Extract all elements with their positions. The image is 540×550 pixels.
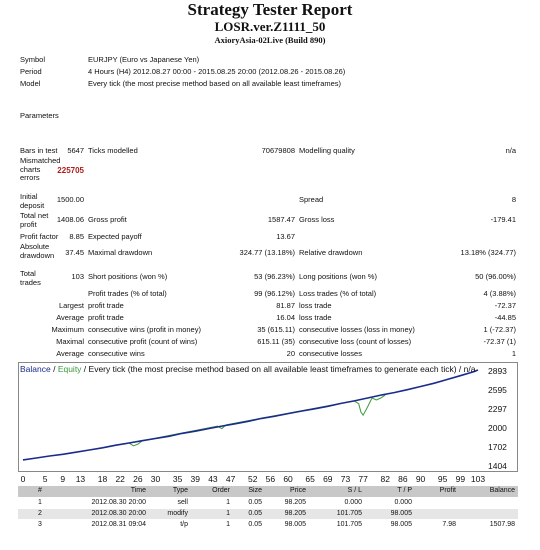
th-size: Size	[248, 487, 262, 494]
report-title: Strategy Tester Report	[187, 0, 353, 19]
short-label: Short positions (won %)	[88, 272, 168, 281]
th-num: #	[38, 487, 42, 494]
trade-type: modify	[167, 510, 188, 517]
x-tick-label: 90	[415, 474, 426, 484]
period-label: Period	[20, 67, 42, 76]
long-value: 50 (96.00%)	[475, 272, 516, 281]
long-label: Long positions (won %)	[299, 272, 377, 281]
al-label: loss trade	[299, 313, 332, 322]
x-tick-label: 65	[305, 474, 315, 484]
table-row	[18, 498, 518, 508]
model-label: Model	[20, 79, 41, 88]
trade-sl: 101.705	[336, 521, 362, 528]
trade-order: 1	[226, 499, 230, 506]
x-tick-label: 95	[437, 474, 448, 484]
y-tick-label: 1404	[488, 461, 507, 471]
th-time: Time	[130, 487, 146, 494]
x-tick-label: 18	[97, 474, 108, 484]
trade-time: 2012.08.30 20:00	[91, 499, 146, 506]
trade-price: 98.005	[284, 521, 306, 528]
expert-name: LOSR.ver.Z1111_50	[214, 19, 326, 34]
y-tick-label: 2297	[488, 404, 507, 415]
trade-tp: 0.000	[394, 499, 412, 506]
x-tick-label: 56	[265, 474, 276, 484]
account-server: AxioryAsia-02Live (Build 890)	[214, 35, 326, 45]
trade-num: 3	[38, 521, 42, 528]
lp-label: profit trade	[88, 301, 124, 310]
al-value: -44.85	[494, 313, 516, 322]
absdd-value: 37.45	[65, 248, 84, 257]
trade-size: 0.05	[248, 521, 262, 528]
balance-line	[23, 370, 478, 460]
grossloss-value: -179.41	[490, 215, 516, 224]
deposit-value: 1500.00	[56, 195, 84, 204]
reldd-label: Relative drawdown	[299, 248, 363, 257]
x-tick-label: 60	[283, 474, 293, 484]
pt-value: 99 (96.12%)	[254, 289, 295, 298]
y-tick-label: 2893	[488, 366, 507, 376]
mcp-value: 615.11 (35)	[257, 337, 295, 346]
grossprofit-value: 1587.47	[267, 215, 295, 224]
trade-sl: 0.000	[344, 499, 362, 506]
trade-balance: 1507.98	[489, 521, 515, 528]
ticks-value: 70679808	[261, 146, 295, 155]
th-balance: Balance	[489, 487, 515, 494]
grossloss-label: Gross loss	[299, 215, 335, 224]
x-tick-label: 0	[20, 474, 26, 484]
trade-type: sell	[177, 499, 188, 506]
y-tick-label: 1702	[488, 441, 507, 452]
x-tick-label: 43	[208, 474, 218, 484]
trade-type: t/p	[180, 521, 188, 528]
bars-label: Bars in test	[20, 146, 58, 155]
x-tick-label: 35	[172, 474, 183, 484]
x-tick-label: 22	[115, 474, 125, 484]
pf-value: 8.85	[69, 232, 84, 241]
trade-tp: 98.005	[390, 521, 412, 528]
legend-sep: /	[50, 364, 58, 374]
parameters-label: Parameters	[20, 111, 59, 120]
y-tick-label: 2000	[488, 422, 507, 433]
trade-order: 1	[226, 510, 230, 517]
trades-header-row	[18, 486, 518, 497]
period-value: 4 Hours (H4) 2012.08.27 00:00 - 2015.08.25 20:00 (2012.08.26 - 2015.08.26)	[88, 67, 346, 76]
trade-num: 2	[38, 510, 42, 517]
pf-label: Profit factor	[20, 232, 59, 241]
ap-label: profit trade	[88, 313, 124, 322]
trades-value: 103	[71, 272, 84, 281]
th-sl: S / L	[347, 487, 362, 494]
x-tick-label: 52	[247, 474, 258, 484]
th-order: Order	[212, 487, 230, 494]
x-tick-label: 26	[133, 474, 143, 484]
pt-label: Profit trades (% of total)	[88, 289, 167, 298]
x-tick-label: 86	[398, 474, 408, 484]
trade-size: 0.05	[248, 510, 262, 517]
x-tick-label: 77	[358, 474, 368, 484]
grossprofit-label: Gross profit	[88, 215, 127, 224]
th-profit: Profit	[439, 487, 456, 494]
payoff-label: Expected payoff	[88, 232, 142, 241]
ap-value: 16.04	[276, 313, 295, 322]
legend-equity: Equity	[57, 364, 82, 374]
trade-profit: 7.98	[442, 521, 456, 528]
x-tick-label: 99	[455, 474, 466, 484]
quality-label: Modelling quality	[299, 146, 355, 155]
quality-value: n/a	[505, 146, 516, 155]
reldd-value: 13.18% (324.77)	[460, 248, 516, 257]
average-label: Average	[56, 313, 84, 322]
lt-value: 4 (3.88%)	[483, 289, 516, 298]
netprofit-value: 1408.06	[56, 215, 84, 224]
trades-label: Total trades	[20, 269, 41, 287]
x-tick-label: 5	[42, 474, 48, 484]
largest-label: Largest	[58, 301, 84, 310]
maximal-label: Maximal	[56, 337, 84, 346]
ticks-label: Ticks modelled	[88, 146, 138, 155]
absdd-label: Absolute drawdown	[20, 242, 55, 260]
th-type: Type	[172, 487, 188, 494]
deposit-label: Initial deposit	[20, 192, 45, 210]
trade-price: 98.205	[284, 510, 306, 517]
netprofit-label: Total net profit	[20, 211, 49, 229]
x-tick-label: 9	[60, 474, 66, 484]
maxdd-label: Maximal drawdown	[88, 248, 153, 257]
x-tick-label: 103	[470, 474, 486, 484]
x-tick-label: 47	[225, 474, 236, 484]
trade-num: 1	[38, 499, 42, 506]
x-tick-label: 82	[380, 474, 390, 484]
spread-label: Spread	[299, 195, 324, 204]
x-tick-label: 30	[150, 474, 161, 484]
short-value: 53 (96.23%)	[254, 272, 295, 281]
payoff-value: 13.67	[276, 232, 295, 241]
x-tick-label: 73	[340, 474, 351, 484]
mclo-label: consecutive loss (count of losses)	[299, 337, 412, 346]
mclo-value: -72.37 (1)	[483, 337, 516, 346]
average2-label: Average	[56, 349, 84, 358]
mcl-value: 1 (-72.37)	[483, 325, 516, 334]
legend-balance: Balance	[20, 364, 51, 374]
table-row	[18, 509, 518, 519]
acl-label: consecutive losses	[299, 349, 362, 358]
x-tick-label: 69	[323, 474, 333, 484]
trade-tp: 98.005	[390, 510, 412, 517]
balance-chart-plot	[19, 363, 487, 471]
trade-order: 1	[226, 521, 230, 528]
mcw-value: 35 (615.11)	[257, 325, 295, 334]
acl-value: 1	[511, 349, 516, 358]
trade-time: 2012.08.30 20:00	[91, 510, 146, 517]
trade-size: 0.05	[248, 499, 262, 506]
x-tick-label: 39	[190, 474, 201, 484]
trade-sl: 101.705	[336, 510, 362, 517]
ll-value: -72.37	[494, 301, 516, 310]
th-tp: T / P	[397, 487, 412, 494]
symbol-label: Symbol	[20, 55, 46, 64]
table-row	[18, 520, 518, 530]
mcl-label: consecutive losses (loss in money)	[299, 325, 415, 334]
lt-label: Loss trades (% of total)	[299, 289, 377, 298]
mcp-label: consecutive profit (count of wins)	[88, 337, 198, 346]
ll-label: loss trade	[299, 301, 332, 310]
y-tick-label: 2595	[488, 385, 507, 395]
chart-legend	[20, 364, 475, 375]
model-value: Every tick (the most precise method based on all available least timeframes)	[88, 79, 342, 88]
bars-value: 5647	[67, 146, 84, 155]
mismatch-value: 225705	[57, 166, 84, 175]
maximum-label: Maximum	[51, 325, 84, 334]
acw-value: 20	[286, 349, 295, 358]
acw-label: consecutive wins	[88, 349, 145, 358]
th-price: Price	[290, 487, 306, 494]
trade-price: 98.205	[284, 499, 306, 506]
legend-description: / Every tick (the most precise method based on all available least timeframes to generate each tick) / n/a	[81, 364, 476, 374]
maxdd-value: 324.77 (13.18%)	[239, 248, 295, 257]
symbol-value: EURJPY (Euro vs Japanese Yen)	[88, 55, 200, 64]
trade-time: 2012.08.31 09:04	[91, 521, 146, 528]
mcw-label: consecutive wins (profit in money)	[88, 325, 201, 334]
x-tick-label: 13	[75, 474, 86, 484]
mismatch-label: Mismatched charts errors	[20, 156, 61, 182]
lp-value: 81.87	[276, 301, 295, 310]
spread-value: 8	[511, 195, 516, 204]
